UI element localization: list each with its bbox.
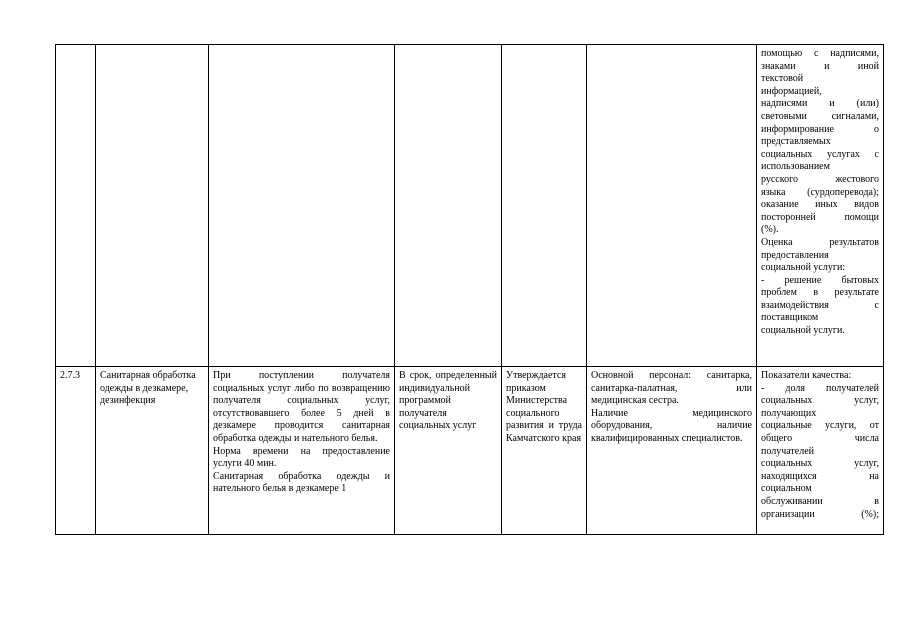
indicator-line: получающих (761, 407, 817, 419)
indicators-cell (757, 45, 884, 367)
indicator-line: использованием (761, 161, 830, 173)
tariff-cell: Утверждается приказом Министерства социального развития и труда Камчатского края (502, 367, 587, 535)
number-cell: 2.7.3 (56, 367, 96, 535)
indicator-line: социальной услуги: (761, 262, 846, 274)
number-cell (56, 45, 96, 367)
indicator-line: социальных услуг, (761, 458, 879, 470)
indicator-line: информацией, (761, 85, 822, 97)
indicator-line: находящихся на (761, 470, 879, 482)
indicator-line: социальных услуг, (761, 395, 879, 407)
indicator-line: русского жестового (761, 173, 879, 185)
indicator-line: надписями и (или) (761, 98, 879, 110)
tariff-cell (502, 45, 587, 367)
description-paragraph: При поступлении получателя социальных услуг либо по возвращению получателя социальных услуг, отсутствовавшего более 5 дней в дезкамере проводится санитарная обработка одежды и нательного белья. (213, 370, 390, 444)
indicator-line: информирование о (761, 123, 879, 135)
indicator-line: световыми сигналами, (761, 110, 879, 122)
name-cell (96, 45, 209, 367)
indicator-line: посторонней помощи (761, 211, 879, 223)
indicator-line: представляемых (761, 136, 831, 148)
description-paragraph: Санитарная обработка одежды и нательного белья в дезкамере 1 (213, 470, 390, 495)
indicator-line: социальных услугах с (761, 148, 879, 160)
conditions-paragraph: Основной персонал: санитарка, санитарка-палатная, или медицинская сестра. (591, 370, 752, 407)
term-cell (395, 45, 502, 367)
name-cell: Санитарная обработка одежды в дезкамере, дезинфекция (96, 367, 209, 535)
conditions-paragraph: Наличие медицинского оборудования, наличие квалифицированных специалистов. (591, 407, 752, 444)
indicator-line: социальные услуги, от (761, 420, 879, 432)
indicator-line: знаками и иной (761, 60, 879, 72)
indicator-line: (%). (761, 224, 779, 236)
services-table (55, 44, 884, 535)
indicator-line: проблем в результате (761, 287, 879, 299)
indicator-line: предоставления (761, 249, 829, 261)
term-cell: В срок, определенный индивидуальной программой получателя социальных услуг (395, 367, 502, 535)
indicator-line: обслуживании в (761, 495, 879, 507)
indicator-line: оказание иных видов (761, 199, 879, 211)
indicator-line: помощью с надписями, (761, 48, 879, 59)
conditions-cell (587, 367, 757, 535)
conditions-cell (587, 45, 757, 367)
indicator-line: социальном (761, 483, 812, 495)
description-paragraph: Норма времени на предоставление услуги 40 мин. (213, 445, 390, 470)
indicator-line: Оценка результатов (761, 236, 879, 248)
description-cell (209, 45, 395, 367)
indicator-line: - решение бытовых (761, 274, 879, 286)
description-cell (209, 367, 395, 535)
table-row-continuation (56, 45, 884, 367)
indicators-cell (757, 367, 884, 535)
indicator-line: - доля получателей (761, 382, 879, 394)
indicator-line: Показатели качества: (761, 370, 852, 381)
table-row-2-7-3 (56, 367, 884, 535)
indicator-line: взаимодействия с (761, 299, 879, 311)
indicator-line: текстовой (761, 73, 804, 85)
indicator-line: получателей (761, 445, 815, 457)
indicator-line: языка (сурдоперевода); (761, 186, 879, 198)
indicator-line: социальной услуги. (761, 325, 845, 337)
indicator-line: организации (%); (761, 508, 879, 520)
indicator-line: общего числа (761, 432, 879, 444)
indicator-line: поставщиком (761, 312, 819, 324)
